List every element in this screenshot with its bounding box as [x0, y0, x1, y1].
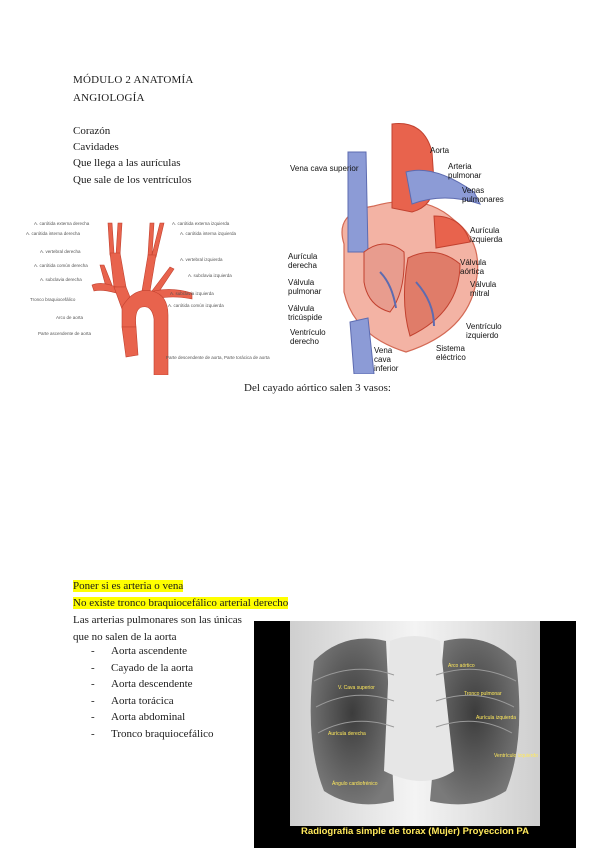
highlight-note [73, 598, 288, 609]
note-line: que no salen de la aorta [73, 631, 177, 643]
figure-label: A. vertebral derecha [40, 249, 81, 254]
xray-caption: Radiografia simple de torax (Mujer) Proyeccion PA [301, 826, 529, 837]
aortic-arch-figure [22, 215, 270, 375]
figure-label: A. carótida interna derecha [26, 231, 81, 236]
caption-cayado: Del cayado aórtico salen 3 vasos: [244, 382, 391, 394]
aortic-arch-illustration [22, 215, 262, 375]
heart-label: Aorta [430, 146, 450, 155]
xray-label: Aurícula izquierda [476, 715, 517, 721]
figure-label: A. subclavia izquierda [188, 273, 232, 278]
list-item: - Aorta ascendente [91, 645, 188, 657]
module-title: MÓDULO 2 ANATOMÍA [73, 74, 194, 86]
heart-label: Aurícula derecha [288, 252, 318, 270]
note-line: Las arterias pulmonares son las únicas [73, 614, 242, 626]
heart-label: Vena cava superior [290, 164, 359, 173]
heart-label: Sistema eléctrico [436, 344, 466, 362]
list-item: - Tronco braquiocefálico [91, 727, 214, 740]
vessel-list [73, 643, 214, 743]
figure-label: A. carótida externa izquierda [172, 221, 230, 226]
xray-label: Tronco pulmonar [464, 691, 502, 697]
heart-label: Ventrículo derecho [290, 328, 326, 346]
highlight-note [73, 581, 183, 592]
list-item: - Aorta descendente [91, 678, 193, 691]
xray-label: Ángulo cardiofrénico [332, 781, 378, 787]
heart-label: Ventrículo izquierdo [466, 322, 502, 340]
figure-label: Arco de aorta [56, 315, 84, 320]
highlight-text: No existe tronco braquiocefálico arterial derecho [73, 597, 289, 609]
figure-label: A. carótida común derecha [34, 263, 88, 268]
heart-label: Válvula mitral [470, 280, 497, 298]
heart-label: Válvula pulmonar [288, 278, 322, 296]
figure-label: A. vertebral izquierda [180, 257, 223, 262]
figure-label: A. subclavia derecha [40, 277, 82, 282]
highlight-text: Poner si es arteria o vena [73, 580, 184, 592]
topic-line: Corazón [73, 125, 111, 137]
list-item: - Aorta torácica [91, 694, 174, 707]
heart-label: Venas pulmonares [462, 186, 504, 204]
list-item: - Aorta abdominal [91, 711, 186, 724]
figure-label: A. subclavia izquierda [170, 291, 214, 296]
figure-label: Parte descendente de aorta, Parte torácica de aorta [166, 355, 270, 360]
list-item: - Cayado de la aorta [91, 661, 194, 674]
figure-label: A. carótida común izquierda [168, 303, 224, 308]
heart-label: Arteria pulmonar [448, 162, 482, 180]
figure-label: A. carótida interna izquierda [180, 231, 237, 236]
figure-label: A. carótida externa derecha [34, 221, 90, 226]
topic-line: Cavidades [73, 141, 119, 153]
figure-label: Tronco braquiocefálico [30, 297, 76, 302]
heart-label: Válvula tricúspide [288, 304, 323, 322]
topic-line: Que sale de los ventrículos [73, 174, 192, 186]
heart-label: Aurícula izquierda [470, 226, 503, 244]
xray-label: Aurícula derecha [328, 731, 366, 737]
heart-figure [284, 112, 516, 374]
heart-label: Vena cava inferior [374, 346, 399, 373]
xray-label: Ventrículo izquierdo [494, 753, 538, 759]
topic-line: Que llega a las aurículas [73, 157, 181, 169]
heart-label: Válvula aórtica [460, 258, 487, 276]
chest-xray [254, 621, 576, 848]
xray-label: Arco aórtico [448, 663, 475, 669]
topic-title: ANGIOLOGÍA [73, 92, 145, 104]
xray-image [254, 621, 576, 848]
xray-label: V. Cava superior [338, 685, 375, 691]
figure-label: Parte ascendente de aorta [38, 331, 92, 336]
